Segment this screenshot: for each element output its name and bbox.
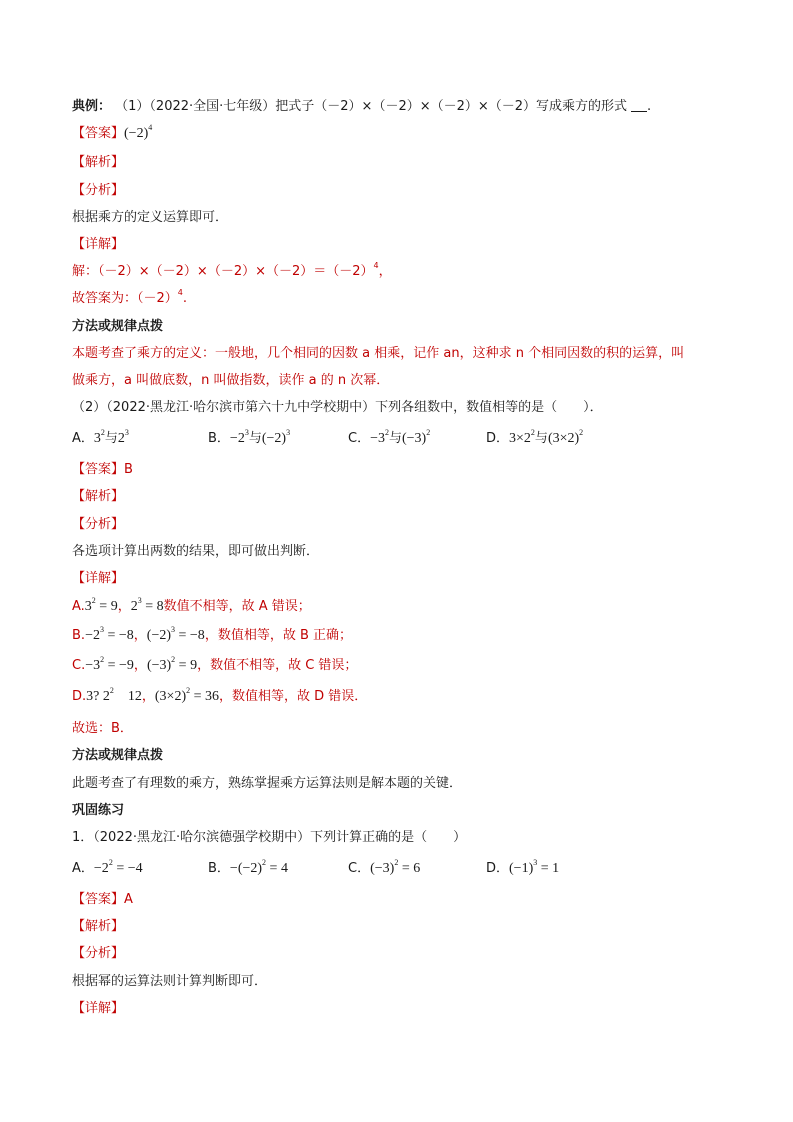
q2-detail-a: $A.3^2 = 9$，$2^3 = 8$数值不相等，故 A 错误； xyxy=(72,596,311,614)
q2-detail-d: D.3? $2^2$ 12，$(3\times 2)^2 = 36$，数值相等，故 D 错误． xyxy=(72,686,368,704)
q1-detail-tag: 【详解】 xyxy=(72,237,125,252)
q2-option-a: A．$3^2$与$2^3$ xyxy=(72,428,129,446)
q1-method-heading: 方法或规律点拨 xyxy=(72,319,164,334)
q1-detail-line2: 故答案为：$(-2)^4$. xyxy=(72,288,188,306)
q2-options xyxy=(72,430,733,450)
q1-method-line2: 做乘方，a 叫做底数，n 叫做指数，读作 a 的 n 次幂． xyxy=(72,373,390,388)
p1-fenxi-text: 根据幂的运算法则计算判断即可． xyxy=(72,974,268,989)
q2-fenxi-text: 各选项计算出两数的结果，即可做出判断． xyxy=(72,544,320,559)
p1-option-b: B．$-(-2)^2 = 4$ xyxy=(208,858,288,876)
q2-method-text: 此题考查了有理数的乘方，熟练掌握乘方运算法则是解本题的关键． xyxy=(72,776,463,791)
q1-fenxi-text: 根据乘方的定义运算即可． xyxy=(72,210,229,225)
q2-detail-b: $B.-2^3 = -8$，$(-2)^3 = -8$，数值相等，故 B 正确； xyxy=(72,625,352,643)
q1-method-line1: 本题考查了乘方的定义：一般地，几个相同的因数 a 相乘，记作 an，这种求 n 个相同因数的积的运算，叫 xyxy=(72,346,685,361)
q2-detail-tag: 【详解】 xyxy=(72,571,125,586)
q1-text: （1）（2022·全国·七年级）把式子（－2）×（－2）×（－2）×（－2）写成乘方的形式 xyxy=(115,99,628,114)
p1-analysis-tag: 【解析】 xyxy=(72,919,125,934)
q2-text: （2）（2022·黑龙江·哈尔滨市第六十九中学校期中）下列各组数中，数值相等的是（ ）． xyxy=(72,400,603,415)
q1-fenxi-tag: 【分析】 xyxy=(72,183,125,198)
practice-heading: 巩固练习 xyxy=(72,803,125,818)
p1-answer-line: 【答案】A xyxy=(72,892,133,907)
answer-tag: 【答案】 xyxy=(72,126,125,141)
example-q1: 典例： （1）（2022·全国·七年级）把式子（－2）×（－2）×（－2）×（－2）写成乘方的形式 . xyxy=(72,99,652,114)
q1-analysis-tag: 【解析】 xyxy=(72,155,125,170)
q2-option-c: C．$-3^2$与$(-3)^2$ xyxy=(348,428,431,446)
p1-answer: A xyxy=(124,892,133,907)
q1-answer: $(-2)^4$ xyxy=(124,123,153,141)
q2-fenxi-tag: 【分析】 xyxy=(72,517,125,532)
q2-method-heading: 方法或规律点拨 xyxy=(72,748,164,763)
p1-text: 1．（2022·黑龙江·哈尔滨德强学校期中）下列计算正确的是（ ） xyxy=(72,830,467,845)
q2-detail-c: $C.-3^2 = -9$，$(-3)^2 = 9$，数值不相等，故 C 错误； xyxy=(72,655,358,673)
q2-choose: 故选：B． xyxy=(72,721,133,736)
p1-option-a: A．$-2^2 = -4$ xyxy=(72,858,143,876)
p1-option-d: D．$(-1)^3 = 1$ xyxy=(486,858,560,876)
q2-option-d: D．$3\times 2^2$与$(3\times 2)^2$ xyxy=(486,428,584,446)
q1-answer-line xyxy=(72,125,733,143)
q2-answer-line: 【答案】B xyxy=(72,462,133,477)
p1-options xyxy=(72,860,733,880)
q2-analysis-tag: 【解析】 xyxy=(72,489,125,504)
q2-answer: B xyxy=(124,462,133,477)
q1-detail-line1: 解：$(-2)\times(-2)\times(-2)\times(-2)=(-2)^4$， xyxy=(72,261,392,279)
p1-detail-tag: 【详解】 xyxy=(72,1001,125,1016)
q2-option-b: B．$-2^3$与$(-2)^3$ xyxy=(208,428,291,446)
example-heading: 典例： xyxy=(72,99,112,114)
p1-option-c: C．$(-3)^2 = 6$ xyxy=(348,858,421,876)
answer-blank xyxy=(631,99,647,112)
p1-fenxi-tag: 【分析】 xyxy=(72,946,125,961)
